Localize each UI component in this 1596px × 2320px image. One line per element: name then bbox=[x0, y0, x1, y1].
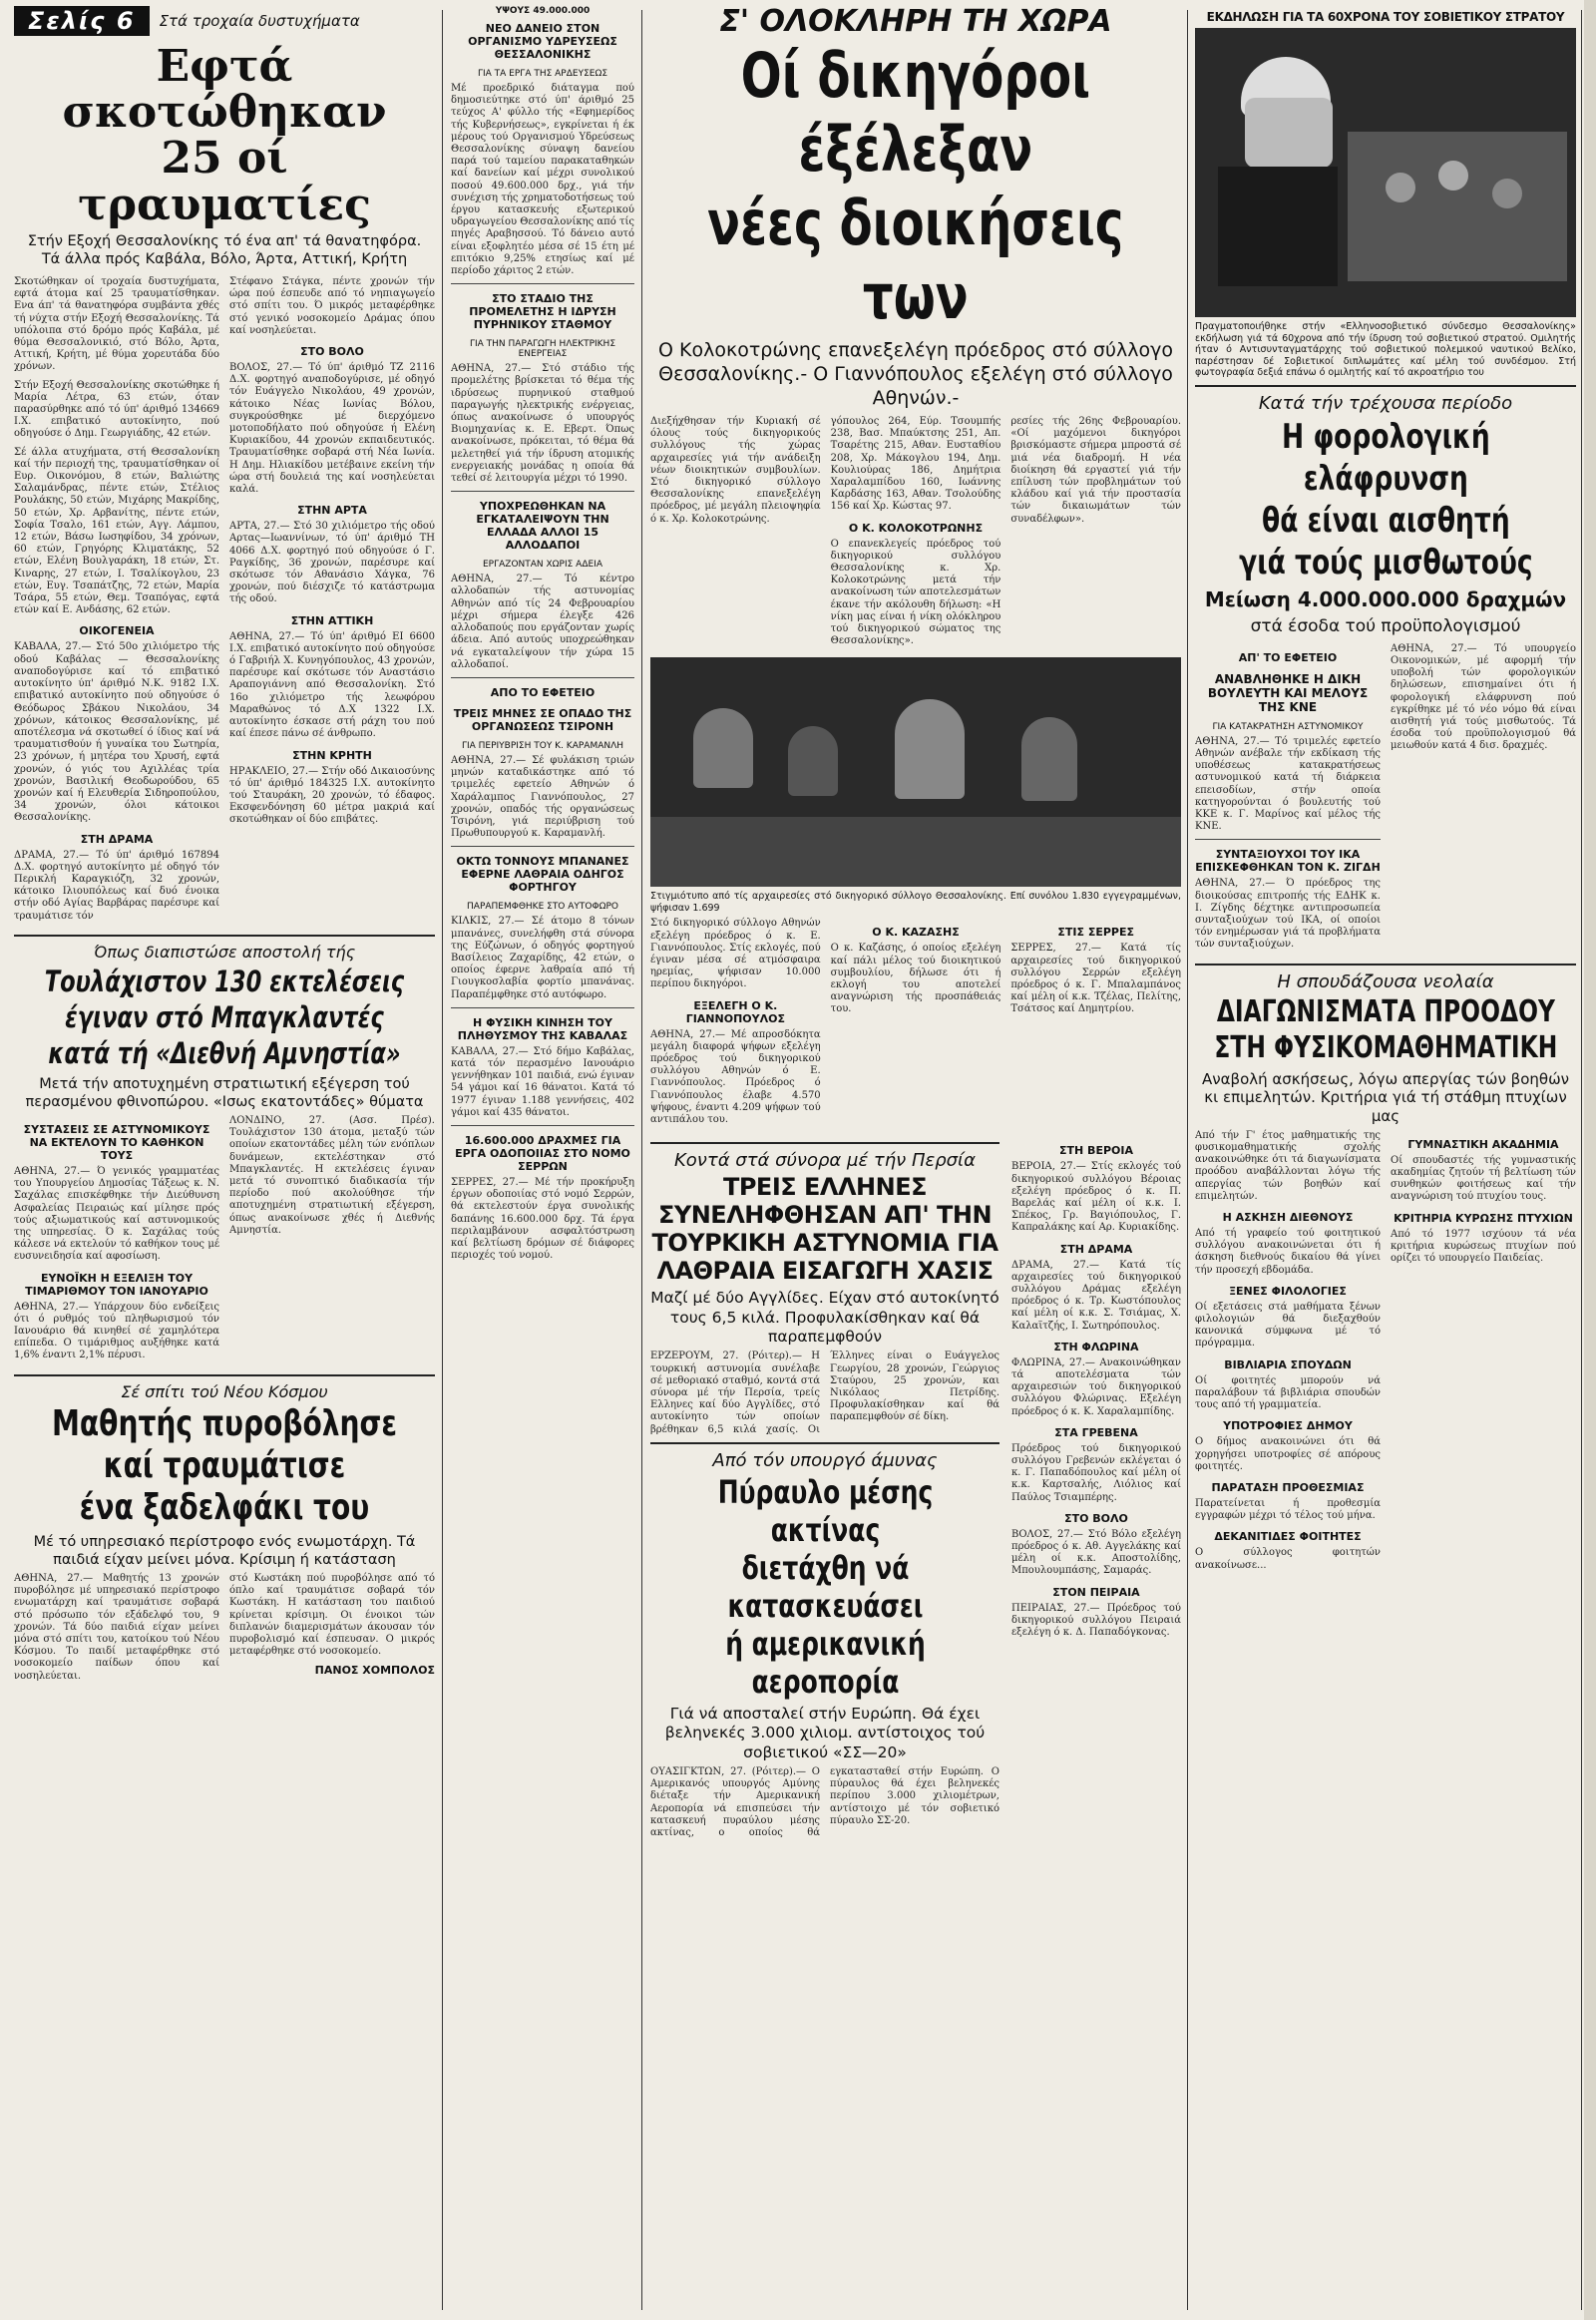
article-headline-2: ΣΤΗ ΦΥΣΙΚΟΜΑΘΗΜΑΤΙΚΗ bbox=[1214, 1029, 1557, 1065]
section-subhead: ΟΙΚΟΓΕΝΕΙΑ bbox=[79, 624, 155, 638]
article-paragraph: Σέ άλλα ατυχήματα, στή Θεσσαλονίκη καί τήν περιοχή της, τραυματίσθηκαν οί Ευρ. Οικονόμου, 8 ετών, Βαλιώτης Σαλαμάνδρας, πέντε ετών, Στέλιος Ρουλάκης, 50 ετών, Μιχάρης Μακρίδης, 50 ετών, Χρ. Αρβανίτης, πέντε ετών, Σοφία Τσαλο, 161 ετών, Αγγ. Λάμπου, 12 ετών, Βάσω Ιωσηφίδου, 34 χρόνων, 60 ετών, Γρηγόρης Κλιματάκης, 52 ετών, Ελένη Βουλγαράκη, 18 ετών, Στ. Κιναρης, 27 ετών, Ι. Τσαλίκογλου, 23 ετών, Ευγ. Τσαπάτζης, 72 ετών, Μαρία Τσάρα, 55 ετών, Θεμ. Τσαπόγας, εφτά ετών καί Ε. Ανδάσης, 62 ετών. bbox=[14, 446, 219, 616]
article-paragraph: ρεσίες τής 26ης Φεβρουαρίου. «Οί μαχόμενοι δικηγόροι βρισκόμαστε σήμερα μπροστά σέ μιά νέα διαδρομή. Η νέα διοίκηση θά εργαστεί γιά τήν επίλυση τών προβλημάτων τού κλάδου καί γιά τήν προστασία τών δικαιωμάτων τών συναδέλφων». bbox=[1010, 416, 1181, 525]
subcolumn-right bbox=[229, 276, 435, 929]
article-headline: Μαθητής πυροβόλησε bbox=[51, 1402, 398, 1444]
section-subhead: ΣΤΟΝ ΠΕΙΡΑΙΑ bbox=[1052, 1585, 1140, 1599]
article-paragraph: Σκοτώθηκαν οί τροχαία δυστυχήματα, εφτά άτομα καί 25 τραυματίσθηκαν. Ενα άπ' τά θανατηφόρα συμβάντα χθές τή νύχτα στήν Εξοχή Θεσσαλονίκης. Τά υπόλοιπα στό δρόμο πρός Καβάλα, μέ θύμα Θεσσαλονικιό, στό Βόλο, Άρτα, Αττική, Κρήτη, μέ θύμα χορευτάδα δύο χρόνων. bbox=[14, 276, 219, 373]
news-photo bbox=[650, 657, 1181, 887]
article-paragraph: ΦΛΩΡΙΝΑ, 27.— Ανακοινώθηκαν τά αποτελέσματα τών αρχαιρεσιών τού δικηγορικού συλλόγου Φλώρινας. Εξελέγη πρόεδρος ό κ. Κ. Χαραλαμπίδης. bbox=[1011, 1356, 1181, 1417]
section-subhead: ΟΚΤΩ ΤΟΝΝΟΥΣ ΜΠΑΝΑΝΕΣ ΕΦΕΡΝΕ ΛΑΘΡΑΙΑ ΟΔΗΓΟΣ ΦΟΡΤΗΓΟΥ bbox=[456, 855, 629, 895]
article-paragraph: Πρόεδρος τού δικηγορικού συλλόγου Γρεβενών εκλέγεται ό κ. Γ. Παπαδόπουλος καί μέλη οί κ.κ. Καρτσαλής, Λιόλιος καί Παύλος Τσιαμπέρης. bbox=[1011, 1442, 1181, 1503]
column-right bbox=[1195, 0, 1576, 2320]
column-briefs bbox=[451, 0, 634, 2320]
article-paragraph: Παρατείνεται ή προθεσμία εγγραφών μέχρι τό τέλος τού μήνα. bbox=[1195, 1497, 1381, 1522]
article-paragraph: Οί εξετάσεις στά μαθήματα ξένων φιλολογιών θά διεξαχθούν κανονικά σύμφωνα μέ τό πρόγραμμα. bbox=[1195, 1301, 1381, 1350]
article-paragraph: ΕΡΖΕΡΟΥΜ, 27. (Ρόιτερ).— Η τουρκική αστυνομία συνέλαβε σέ μεθοριακό σταθμό, κοντά στά σύνορα μέ τήν Περσία, τρείς Ελληνες καί δύο Αγγλίδες, στό αυτοκίνητο τών οποίων βρέθηκαν 6,5 κιλά χασίς. Οι Έλληνες είναι ο Ευάγγελος Γεωργίου, 28 χρονών, Γεώργιος Σταύρου, 25 χρονών, και Νικόλαος Πετρίδης. Προφυλακίσθηκαν καί θά παραπεμφθούν σέ δίκη. bbox=[650, 1351, 999, 1435]
section-subhead: ΣΤΟ ΒΟΛΟ bbox=[1064, 1511, 1128, 1525]
section-subhead: Η ΦΥΣΙΚΗ ΚΙΝΗΣΗ ΤΟΥ ΠΛΗΘΥΣΜΟΥ ΤΗΣ ΚΑΒΑΛΑΣ bbox=[457, 1015, 628, 1042]
article-paragraph: ΑΘΗΝΑ, 27.— Ό πρόεδρος της διοικούσας επιτροπής τής ΕΔΗΚ κ. Ι. Ζίγδης δέχτηκε αντιπροσωπεία συνταξιούχων τού ΙΚΑ, οί οποίοι τόν ενημέρωσαν γιά τά προβλήματα τών συνταξιούχων. bbox=[1195, 878, 1381, 951]
article-paragraph: ΣΕΡΡΕΣ, 27.— Μέ τήν προκήρυξη έργων οδοποιίας στό νομό Σερρών, θά εκτελεστούν έργα συνολικής δαπάνης 16.600.000 δρχ. Τά έργα περιλαμβάνουν ασφαλτόστρωση καί βελτίωση δρόμων σέ διάφορες περιοχές τού νομού. bbox=[451, 1176, 634, 1262]
section-subhead: ΣΤΗΝ ΚΡΗΤΗ bbox=[292, 748, 372, 762]
article-paragraph: ΑΘΗΝΑ, 27.— Τό κέντρο αλλοδαπών τής αστυνομίας Αθηνών από τίς 24 Φεβρουαρίου μέχρι σήμερα έλεγξε 426 αλλοδαπούς που εργάζονταν χωρίς άδεια. Από αυτούς υποχρεώθηκαν νά εγκαταλείψουν τήν χώρα 15 αλλοδαποί. bbox=[451, 574, 634, 670]
article-kicker: Όπως διαπιστώσε αποστολή τής bbox=[93, 942, 356, 962]
section-subhead: ΒΙΒΛΙΑΡΙΑ ΣΠΟΥΔΩΝ bbox=[1224, 1357, 1352, 1371]
section-subhead: ΣΤΗ ΔΡΑΜΑ bbox=[1059, 1242, 1133, 1256]
article-paragraph: ΑΘΗΝΑ, 27.— Μέ απροσδόκητα μεγάλη διαφορά ψήφων εξελέγη πρόεδρος τού δικηγορικού συλλόγου Αθηνών ό Ε. Γιαννόπουλος. Πρόεδρος ό Γιαννόπουλος έλαβε 4.570 ψήφους, έναντι 4.209 ψήφων τού αντιπάλου του. bbox=[650, 1028, 821, 1126]
section-subhead-small: ΓΙΑ ΤΗΝ ΠΑΡΑΓΩΓΗ ΗΛΕΚΤΡΙΚΗΣ ΕΝΕΡΓΕΙΑΣ bbox=[469, 339, 616, 360]
subcolumn-left bbox=[14, 276, 219, 929]
article-headline-3: ένα ξαδελφάκι του bbox=[79, 1486, 370, 1528]
section-subhead-small: ΓΙΑ ΚΑΤΑΚΡΑΤΗΣΗ ΑΣΤΥΝΟΜΙΚΟΥ bbox=[1212, 721, 1364, 732]
article-headline-2: διετάχθη νά κατασκευάσει bbox=[726, 1548, 924, 1625]
article-deck: Μαζί μέ δύο Αγγλίδες. Είχαν στό αυτοκίνητό τους 6,5 κιλά. Προφυλακίσθηκαν καί θά παραπεμφθούν bbox=[650, 1289, 999, 1347]
section-subhead-small: ΠΑΡΑΠΕΜΦΘΗΚΕ ΣΤΟ ΑΥΤΟΦΩΡΟ bbox=[467, 902, 618, 913]
section-subhead: ΣΤΟ ΣΤΑΔΙΟ ΤΗΣ ΠΡΟΜΕΛΕΤΗΣ Η ΙΔΡΥΣΗ ΠΥΡΗΝΙΚΟΥ ΣΤΑΘΜΟΥ bbox=[469, 292, 616, 332]
photo-title: ΕΚΔΗΛΩΣΗ ΓΙΑ ΤΑ 60ΧΡΟΝΑ ΤΟΥ ΣΟΒΙΕΤΙΚΟΥ ΣΤΡΑΤΟΥ bbox=[1206, 10, 1565, 24]
article-kicker: Η σπουδάζουσα νεολαία bbox=[1277, 970, 1494, 992]
article-paragraph: ΑΘΗΝΑ, 27.— Υπάρχουν δύο ενδείξεις ότι ό ρυθμός τού πληθωρισμού τόν Ιανουάριο θά κινηθεί σέ χαμηλότερα επίπεδα. Ο τιμάριθμος αυξήθηκε κατά 1,6% έναντι 2,1% πέρυσι. bbox=[14, 1301, 219, 1361]
article-paragraph: Διεξήχθησαν τήν Κυριακή σέ όλους τούς δικηγορικούς συλλόγους τής χώρας αρχαιρεσίες γιά τήν ανάδειξη νέων διοικητικών συμβουλίων. Στό δικηγορικό σύλλογο Θεσσαλονίκης επανεξελέγη πρόεδρος, μέ μεγάλη πλειοψηφία ό κ. Χρ. Κολοκοτρώνης. bbox=[650, 416, 821, 525]
article-headline: ΤΡΕΙΣ ΕΛΛΗΝΕΣ ΣΥΝΕΛΗΦΘΗΣΑΝ ΑΠ' ΤΗΝ ΤΟΥΡΚΙΚΗ ΑΣΤΥΝΟΜΙΑ ΓΙΑ ΛΑΘΡΑΙΑ ΕΙΣΑΓΩΓΗ ΧΑΣΙΣ bbox=[651, 1173, 998, 1286]
article-deck: Ο Κολοκοτρώνης επανεξελέγη πρόεδρος στό σύλλογο Θεσσαλονίκης.- Ο Γιαννόπουλος εξελέγη στό σύλλογο Αθηνών.- bbox=[658, 339, 1173, 409]
article-headline-3: γιά τούς μισθωτούς bbox=[1238, 542, 1533, 582]
article-paragraph: Ο δήμος ανακοινώνει ότι θά χορηγήσει υποτροφίες σέ απόρους φοιτητές. bbox=[1195, 1436, 1381, 1472]
adjacent-page-edge bbox=[1584, 0, 1596, 2320]
article-paragraph: ΟΥΑΣΙΓΚΤΩΝ, 27. (Ρόιτερ).— Ο Αμερικανός υπουργός Αμύνης διέταξε τήν Αμερικανική Αεροπορία νά επισπεύσει τήν κατασκευή πυραύλου μέσης ακτίνας, ο οποίος θά εγκατασταθεί στήν Ευρώπη. Ο πύραυλος θά έχει βεληνεκές περίπου 3.000 χιλιομέτρων, αντίστοιχο μέ τόν σοβιετικό πύραυλο ΣΣ-20. bbox=[650, 1765, 999, 1838]
article-paragraph: ΚΙΛΚΙΣ, 27.— Σέ άτομο 8 τόνων μπανάνες, συνελήφθη στά σύνορα της Εύζώνων, ό οδηγός φορτηγού Βασίλειος Ζαχαρίδης, 42 ετών, ο οποίος έφερνε λαθραία από τή Γιουγκοσλαβία φορτίο μπανάνας. Παραπέμφθηκε στό αυτόφωρο. bbox=[451, 916, 634, 1000]
section-subhead: Ο Κ. ΚΑΖΑΣΗΣ bbox=[872, 926, 960, 940]
section-subhead: ΔΕΚΑΝΙΤΙΔΕΣ ΦΟΙΤΗΤΕΣ bbox=[1214, 1530, 1362, 1544]
section-subhead: ΣΤΗΝ ΑΤΤΙΚΗ bbox=[290, 613, 374, 627]
article-kicker: Σ' ΟΛΟΚΛΗΡΗ ΤΗ ΧΩΡΑ bbox=[719, 4, 1112, 39]
article-headline: Τουλάχιστον 130 εκτελέσεις bbox=[44, 964, 405, 998]
article-paragraph: ΒΟΛΟΣ, 27.— Στό Βόλο εξελέγη πρόεδρος ό κ. Αθ. Αγγελάκης καί μέλη οί κ.κ. Αποστολίδης, Μπουλουμπάσης, Σαμαράς. bbox=[1011, 1528, 1181, 1577]
article-headline-2: 25 οί τραυματίες bbox=[78, 133, 371, 230]
article-kicker: Κοντά στά σύνορα μέ τήν Περσία bbox=[673, 1150, 976, 1172]
section-subhead: ΣΤΑ ΓΡΕΒΕΝΑ bbox=[1054, 1425, 1138, 1439]
section-subhead: ΣΤΗ ΒΕΡΟΙΑ bbox=[1059, 1144, 1133, 1158]
section-subhead: ΕΥΝΟΪΚΗ Η ΕΞΕΛΙΞΗ ΤΟΥ ΤΙΜΑΡΙΘΜΟΥ ΤΟΝ ΙΑΝΟΥΑΡΙΟ bbox=[25, 1271, 208, 1298]
article-paragraph: ΑΘΗΝΑ, 27.— Σέ φυλάκιση τριών μηνών καταδικάστηκε από τό τριμελές εφετείο Αθηνών ό Χαράλαμπος Γιαννόπουλος, 27 χρονών, οπαδός τής οργανώσεως Τσιρόνη, γιά περιύβριση τού Πρωθυπουργού κ. Καραμανλή. bbox=[451, 754, 634, 840]
article-kicker: Σέ σπίτι τού Νέου Κόσμου bbox=[121, 1381, 328, 1401]
article-kicker: Κατά τήν τρέχουσα περίοδο bbox=[1258, 392, 1513, 414]
article-paragraph: ΑΘΗΝΑ, 27.— Τό τριμελές εφετείο Αθηνών ανέβαλε τήν εκδίκαση τής υποθέσεως κατακρατήσεως αστυνομικού κατά τή διάρκεια επεισοδίων, στήν οποία κατηγορούνται ό βουλευτής τού ΚΚΕ κ. Γ. Μαρίνος καί μέλος τής ΚΝΕ. bbox=[1195, 735, 1381, 833]
section-subhead: ΝΕΟ ΔΑΝΕΙΟ ΣΤΟΝ ΟΡΓΑΝΙΣΜΟ ΥΔΡΕΥΣΕΩΣ ΘΕΣΣΑΛΟΝΙΚΗΣ bbox=[468, 22, 617, 61]
section-subhead: ΣΤΗ ΦΛΩΡΙΝΑ bbox=[1053, 1340, 1139, 1353]
article-paragraph: ΛΟΝΔΙΝΟ, 27. (Ασσ. Πρέσ). Τουλάχιστον 130 άτομα, μεταξύ τών οποίων εκατοντάδες μέλη τών ενόπλων δυνάμεων, εκτελέστηκαν στό Μπαγκλαντές. Η εκτελέσεις έγιναν μετά τό συνοπτικό διαδικασία τήν περίοδο πού ακολούθησε τήν αποτυχημένη στρατιωτική εξέγερση, όπως ανακοίνωσε χθές ή Διεθνής Αμνηστία. bbox=[229, 1115, 435, 1236]
article-paragraph: ΑΡΤΑ, 27.— Στό 30 χιλιόμετρο τής οδού Αρτας—Ιωαννίνων, τό ύπ' άριθμό ΤΗ 4066 Δ.Χ. φορτηγό πού οδηγούσε ό Γ. Ραγκίδης, 36 χρονών, παρέσυρε καί σκότωσε τόν Αθανάσιο Χάγκα, 76 χρονών, πού διέσχιζε τό κατάστρωμα τής οδού. bbox=[229, 521, 435, 605]
article-headline-3: ή αμερικανική αεροπορία bbox=[724, 1624, 926, 1701]
article-headline-2: θά είναι αισθητή bbox=[1261, 500, 1510, 541]
article-headline-2: καί τραυμάτισε bbox=[103, 1444, 346, 1486]
section-subhead: ΑΠΟ ΤΟ ΕΦΕΤΕΙΟ bbox=[490, 685, 596, 699]
article-deck-2: στά έσοδα τού προϋπολογισμού bbox=[1250, 615, 1521, 636]
section-subhead-small: ΓΙΑ ΤΑ ΕΡΓΑ ΤΗΣ ΑΡΔΕΥΣΕΩΣ bbox=[477, 69, 608, 79]
section-subhead: ΥΠΟΤΡΟΦΙΕΣ ΔΗΜΟΥ bbox=[1223, 1419, 1353, 1433]
section-subhead: ΤΡΕΙΣ ΜΗΝΕΣ ΣΕ ΟΠΑΔΟ ΤΗΣ ΟΡΓΑΝΩΣΕΩΣ ΤΣΙΡΟΝΗ bbox=[453, 706, 632, 733]
article-paragraph: ΔΡΑΜΑ, 27.— Κατά τίς αρχαιρεσίες τού δικηγορικού συλλόγου Δράμας εξελέγη πρόεδρος ό κ. Τρ. Κωστόπουλος καί μέλη οί κ.κ. Σ. Τσιάμας, Χ. Καλαϊτζής, Ι. Σωτηρόπουλος. bbox=[1011, 1259, 1181, 1332]
column-main bbox=[650, 0, 1181, 2320]
article-paragraph: ΣΕΡΡΕΣ, 27.— Κατά τίς αρχαιρεσίες τού δικηγορικού συλλόγου Σερρών εξελέγη πρόεδρος ό κ. Γ. Μπαλαμπάνος καί μέλη οί κ.κ. Τζέλας, Πελίτης, Τσάτσος καί Δημητρίου. bbox=[1010, 943, 1181, 1015]
news-photo bbox=[1195, 28, 1576, 317]
article-headline-3: κατά τή «Διεθνή Αμνηστία» bbox=[48, 1035, 401, 1070]
section-subhead: ΣΤΙΣ ΣΕΡΡΕΣ bbox=[1057, 926, 1134, 940]
page-label: Σελίς 6 bbox=[14, 6, 150, 36]
article-paragraph: Ο σύλλογος φοιτητών ανακοίνωσε... bbox=[1195, 1547, 1381, 1571]
column-1 bbox=[14, 0, 435, 2320]
article-headline: ΔΙΑΓΩΝΙΣΜΑΤΑ ΠΡΟΟΔΟΥ bbox=[1216, 993, 1555, 1029]
article-headline: Εφτά σκοτώθηκαν bbox=[62, 41, 387, 139]
article-paragraph: ΑΘΗΝΑ, 27.— Τό υπουργείο Οικονομικών, μέ αφορμή τήν υποβολή τών φορολογικών δηλώσεων, επισημαίνει ότι ή φορολογική ελάφρυνση πού εγκρίθηκε μέ τό νέο νόμο θά είναι αισθητή γιά τούς μισθωτούς. Τά έσοδα τού προϋπολογισμού θά μειωθούν κατά 4 δισ. δραχμές. bbox=[1391, 642, 1576, 752]
section-subhead: 16.600.000 ΔΡΑΧΜΕΣ ΓΙΑ ΕΡΓΑ ΟΔΟΠΟΙΙΑΣ ΣΤΟ ΝΟΜΟ ΣΕΡΡΩΝ bbox=[455, 1133, 630, 1173]
article-paragraph: Από τό 1977 ισχύουν τά νέα κριτήρια κυρώσεως πτυχίων πού ορίζει τό υπουργείο Παιδείας. bbox=[1391, 1228, 1576, 1265]
article-paragraph: ΑΘΗΝΑ, 27.— Τό ύπ' άριθμό ΕΙ 6600 Ι.Χ. επιβατικό αυτοκίνητο πού οδηγούσε ό Γαβριήλ Χ. Κυνηγόπουλος, 43 χρονών, παρέσυρε καί σκότωσε τόν Αναστάσιο Αραπογιάννη από Θεσσαλονίκη. Στό 16ο χιλιόμετρο τής λεωφόρου Μαραθώνος τό Δ.Χ 1322 Ι.Χ. αυτοκίνητο έσκασε στή ράχη του πού καί έπεσε πάνω σέ άνθρωπο. bbox=[229, 630, 435, 740]
section-subhead: ΣΥΣΤΑΣΕΙΣ ΣΕ ΑΣΤΥΝΟΜΙΚΟΥΣ ΝΑ ΕΚΤΕΛΟΥΝ ΤΟ ΚΑΘΗΚΟΝ ΤΟΥΣ bbox=[23, 1123, 210, 1162]
article-headline: Οί δικηγόροι έξέλεξαν bbox=[740, 39, 1091, 186]
article-paragraph: ΑΘΗΝΑ, 27.— Ό γενικός γραμματέας του Υπουργείου Δημοσίας Τάξεως κ. Ν. Σαχάλας επισκέφθηκε τήν Διεύθυνση Ασφαλείας Πειραιώς καί μίλησε πρός τούς αξιωματικούς καί αστυνομικούς της υπηρεσίας. Ό κ. Σαχάλας τούς κάλεσε νά εκτελούν τό καθήκον τους μέ ευσυνειδησία καί αφοσίωση. bbox=[14, 1166, 219, 1263]
article-paragraph: Μέ προεδρικό διάταγμα πού δημοσιεύτηκε στό ύπ' άριθμό 25 τεύχος Α' φύλλο τής «Εφημερίδος τής Κυβερνήσεως», εγκρίνεται ή έκ μέρους τού Οργανισμού Υδρεύσεως Θεσσαλονίκης σύναψη δανείου παρά τού ταμείου παρακαταθηκών καί δανείων καί μέχρι συνολικού ποσού 49.600.000 δρχ., γιά τήν συνέχιση τής χρηματοδοτήσεως τού έργου κατασκευής εξωτερικού υδραγωγείου Θεσσαλονίκης από τίς πηγές Αραβησσού. Τό δάνειο αυτό είναι εξοφλητέο μέσα σέ 15 έτη μέ επιτόκιο 9,25% ετησίως καί μέ περίοδο χάριτος 2 ετών. bbox=[451, 83, 634, 277]
section-subhead: Ο Κ. ΚΟΛΟΚΟΤΡΩΝΗΣ bbox=[848, 521, 984, 535]
article-paragraph: Στήν Εξοχή Θεσσαλονίκης σκοτώθηκε ή Μαρία Λέτρα, 63 ετών, όταν παρασύρθηκε από τό ύπ' άριθμό 134669 Ι.Χ. επιβατικό αυτοκίνητο, πού οδηγούσε ό Δημ. Γεωργιάδης, 42 ετών. bbox=[14, 379, 219, 440]
section-subhead-small: ΕΡΓΑΖΟΝΤΑΝ ΧΩΡΙΣ ΑΔΕΙΑ bbox=[483, 560, 602, 571]
article-kicker: Από τόν υπουργό άμυνας bbox=[712, 1449, 938, 1471]
section-subhead: ΚΡΙΤΗΡΙΑ ΚΥΡΩΣΗΣ ΠΤΥΧΙΩΝ bbox=[1394, 1211, 1573, 1225]
article-paragraph: γόπουλος 264, Εύρ. Τσουμπής 238, Βασ. Μπαύκτσης 251, Απ. Τσαρέτης 215, Αθαν. Ευσταθίου 208, Χρ. Μάκογλου 194, Δημ. Κουλιούρας 186, Δημήτρια Χαραλαμπίδου 160, Ιωάννης Καρδάσης 163, Αθαν. Τσολούδης 156 καί Χρ. Κώστας 97. bbox=[830, 416, 1001, 513]
article-headline: Πύραυλο μέσης ακτίνας bbox=[717, 1472, 933, 1549]
section-subhead: ΑΠ' ΤΟ ΕΦΕΤΕΙΟ bbox=[1238, 650, 1338, 664]
byline: ΠΑΝΟΣ ΧΟΜΠΟΛΟΣ bbox=[314, 1664, 435, 1678]
subcolumn-right bbox=[229, 1115, 435, 1368]
photo-caption: Πραγματοποιήθηκε στήν «Ελληνοσοβιετικό σύνδεσμο Θεσσαλονίκης» εκδήλωση γιά τά 60χρονα από τήν ίδρυση τού σοβιετικού στρατού. Ομιλητής ήταν ό Αντισυνταγματάρχης τού σοβιετικού πολεμικού ναυτικού Βελίκο, παρέστησαν δέ Σοβιετικοί διπλωμάτες καί μέλη τού συνδέσμου. Στή φωτογραφία δεξιά επάνω ό ομιλητής καί τό ακροατήριο του bbox=[1195, 321, 1576, 378]
section-subhead: ΑΝΑΒΛΗΘΗΚΕ Η ΔΙΚΗ ΒΟΥΛΕΥΤΗ ΚΑΙ ΜΕΛΟΥΣ ΤΗΣ ΚΝΕ bbox=[1207, 671, 1369, 714]
article-paragraph: ΚΑΒΑΛΑ, 27.— Στό 50ο χιλιόμετρο τής οδού Καβάλας — Θεσσαλονίκης αναποδογύρισε καί τό επιβατικό αυτοκίνητο ύπ' άριθμό Ν.Κ. 9182 Ι.Χ. επιβατικό αυτοκίνητο πού οδηγούσε ό Θεόδωρος Σβάκου Νικολάου, 34 χρόνων, κάτοικος Θεσσαλονίκης, μέ αποτέλεσμα νά σκοτωθεί ό ίδιος καί νά τραυματισθούν ή γυναίκα του Σωτηρία, 23 χρόνων, ή μητέρα του Χρυσή, εφτά χρονών, ό γιός του Αχιλλέας τρία χρονών, Βασιλική Θεοδωρούδου, 65 χρονών καί ή Ελευθερία Σιδηροπούλου, 34 χρονών, όλοι κάτοικοι Θεσσαλονίκης. bbox=[14, 641, 219, 824]
article-paragraph: Ο κ. Καζάσης, ό οποίος εξελέγη καί πάλι μέλος τού διοικητικού συμβουλίου, δήλωσε ότι ή εκλογή του αποτελεί αναγνώριση τής προσπάθειάς του. bbox=[830, 943, 1001, 1015]
article-paragraph: ΑΘΗΝΑ, 27.— Μαθητής 13 χρονών πυροβόλησε μέ υπηρεσιακό περίστροφο ενωματάρχη καί τραυμάτισε σοβαρά στό πρόσωπο τόν εξάδελφό του, 9 χρονών. Τά δύο παιδιά είχαν μείνει μόνα στό σπίτι του, κατοίκου τού Νέου Κόσμου. Το παιδί μεταφέρθηκε στό νοσοκομείο παίδων όπου καί νοσηλεύεται. bbox=[14, 1572, 219, 1682]
article-paragraph: Στό δικηγορικό σύλλογο Αθηνών εξελέγη πρόεδρος ό κ. Ε. Γιαννόπουλος. Στίς εκλογές, πού έγιναν μέσα σέ ατμόσφαιρα ηρεμίας, ψήφισαν 10.000 περίπου δικηγόροι. bbox=[650, 918, 821, 990]
article-deck: Μέ τό υπηρεσιακό περίστροφο ενός ενωμοτάρχη. Τά παιδιά είχαν μείνει μόνα. Κρίσιμη ή κατάσταση bbox=[33, 1533, 416, 1568]
article-paragraph: Στέφανο Στάγκα, πέντε χρονών τήν ώρα πού έσπευδε από τό νηπιαγωγείο στό σπίτι του. Ό μικρός μεταφέρθηκε στό γενικό νοσοκομείο Δράμας όπου καί νοσηλεύεται. bbox=[229, 276, 435, 336]
issue-price: ΥΨΟΥΣ 49.000.000 bbox=[495, 6, 591, 16]
article-paragraph: ΔΡΑΜΑ, 27.— Τό ύπ' άριθμό 167894 Δ.Χ. φορτηγό αυτοκίνητο μέ οδηγό τόν Περικλή Καραγκιόζη, 32 χρονών, κάτοικο Ιλιουπόλεως καί δυό ένοικα στήν οδό Αγίας Βαρβάρας παρέσυρε καί τραυμάτισε τόν bbox=[14, 849, 219, 922]
section-subhead: Η ΑΣΚΗΣΗ ΔΙΕΘΝΟΥΣ bbox=[1222, 1211, 1354, 1225]
article-headline: Η φορολογική ελάφρυνση bbox=[1281, 416, 1490, 499]
article-deck: Μετά τήν αποτυχημένη στρατιωτική εξέγερση τού περασμένου φθινοπώρου. «Ισως εκατοντάδες» θύματα bbox=[25, 1075, 424, 1110]
article-paragraph: ΒΟΛΟΣ, 27.— Τό ύπ' άριθμό ΤΖ 2116 Δ.Χ. φορτηγό αναποδογύρισε, μέ οδηγό τόν Ευάγγελο Νικολάου, 49 χρονών, κάτοικο Νέας Ιωνίας Βόλου, συγκρούσθηκε μέ διερχόμενο μοτοποδήλατο πού οδηγούσε ή Ελένη Κυριακίδου, 44 χρονών εκπαιδευτικός. Τραυματίσθηκε σοβαρά στή Νέα Ιωνία. Η Δημ. Ηλιακίδου μετέβαινε εκείνη τήν ώρα στή δουλειά της καί νοσηλεύεται καλά. bbox=[229, 362, 435, 496]
section-subhead: ΥΠΟΧΡΕΩΘΗΚΑΝ ΝΑ ΕΓΚΑΤΑΛΕΙΨΟΥΝ ΤΗΝ ΕΛΛΑΔΑ ΑΛΛΟΙ 15 ΑΛΛΟΔΑΠΟΙ bbox=[476, 500, 609, 553]
article-paragraph: ΗΡΑΚΛΕΙΟ, 27.— Στήν οδό Δικαιοσύνης τό ύπ' άριθμό 184325 Ι.Χ. αυτοκίνητο τού Σταυράκη, 20 χρονών, τό έδαφος. Εκσφενδόνηση 60 μέτρα μακριά καί σκοτώθηκαν οί δύο επιβάτες. bbox=[229, 765, 435, 826]
article-deck: Αναβολή ασκήσεως, λόγω απεργίας τών βοηθών κι επιμελητών. Κριτήρια γιά τή στάθμη πτυχίων μας bbox=[1201, 1069, 1570, 1126]
article-paragraph: ΑΘΗΝΑ, 27.— Στό στάδιο τής προμελέτης βρίσκεται τό θέμα τής ιδρύσεως πυρηνικού σταθμού παραγωγής ηλεκτρικής ενέργειας, όπως ανακοίνωσε ό υπουργός Βιομηχανίας κ. Ε. Εβερτ. Όπως ανακοίνωσε, πρόκειται, τό θέμα θά μελετηθεί γιά τήν ίδρυση ατομικής ενεργειακής μονάδας η οποία θά τεθεί σέ λειτουργία μέχρι τό 1990. bbox=[451, 363, 634, 485]
article-paragraph: Οί φοιτητές μπορούν νά παραλάβουν τά βιβλιάρια σπουδών τους από τή γραμματεία. bbox=[1195, 1374, 1381, 1411]
article-paragraph: ΚΑΒΑΛΑ, 27.— Στό δήμο Καβάλας, κατά τόν περασμένο Ιανουάριο γεννήθηκαν 101 παιδιά, ενώ έγιναν 54 γάμοι καί 16 θάνατοι. Κατά τό 1977 έγιναν 1.188 γεννήσεις, 402 γάμοι καί 435 θάνατοι. bbox=[451, 1045, 634, 1118]
article-paragraph: Από τή γραφείο τού φοιτητικού συλλόγου ανακοινώνεται ότι ή άσκηση διεθνούς δικαίου θά γίνει τήν προσεχή εβδομάδα. bbox=[1195, 1228, 1381, 1276]
article-kicker: Στά τροχαία δυστυχήματα bbox=[159, 12, 360, 30]
section-subhead: ΓΥΜΝΑΣΤΙΚΗ ΑΚΑΔΗΜΙΑ bbox=[1407, 1137, 1559, 1151]
article-paragraph: Οί σπουδαστές τής γυμναστικής ακαδημίας ζητούν τή βελτίωση τών συνθηκών φοιτήσεως καί τήν αναγνώριση τού πτυχίου τους. bbox=[1391, 1154, 1576, 1203]
section-subhead: ΣΤΗΝ ΑΡΤΑ bbox=[297, 504, 367, 518]
article-paragraph: στό Κωστάκη πού πυροβόλησε από τό όπλο καί τραυμάτισε σοβαρά τόν Κωστάκη. Η κατάσταση του παιδιού κρίνεται κρίσιμη. Οι ένοικοι τών διπλανών διαμερισμάτων άκουσαν τόν πυροβολισμό καί έσπευσαν. Ο μικρός μεταφέρθηκε στό νοσοκομείο. bbox=[229, 1572, 435, 1658]
article-headline-2: νέες διοικήσεις των bbox=[707, 187, 1124, 333]
section-subhead: ΠΑΡΑΤΑΣΗ ΠΡΟΘΕΣΜΙΑΣ bbox=[1211, 1480, 1365, 1494]
section-subhead: ΣΤΟ ΒΟΛΟ bbox=[300, 345, 364, 359]
article-headline-2: έγιναν στό Μπαγκλαντές bbox=[65, 999, 384, 1034]
section-subhead: ΣΤΗ ΔΡΑΜΑ bbox=[80, 832, 154, 846]
article-deck: Γιά νά αποσταλεί στήν Ευρώπη. Θά έχει βεληνεκές 3.000 χιλιομ. αντίστοιχος τού σοβιετικού «ΣΣ—20» bbox=[664, 1704, 986, 1761]
subcolumn-left bbox=[14, 1115, 219, 1368]
section-subhead: ΕΞΕΛΕΓΗ Ο Κ. ΓΙΑΝΝΟΠΟΥΛΟΣ bbox=[685, 998, 785, 1025]
article-deck: Στήν Εξοχή Θεσσαλονίκης τό ένα απ' τά θανατηφόρα. Τά άλλα πρός Καβάλα, Βόλο, Άρτα, Αττική, Κρήτη bbox=[27, 232, 422, 267]
section-subhead: ΞΕΝΕΣ ΦΙΛΟΛΟΓΙΕΣ bbox=[1229, 1284, 1347, 1298]
article-paragraph: Από τήν Γ' έτος μαθηματικής της φυσικομαθηματικής σχολής ανακοινώθηκε ότι τά διαγωνίσματα προόδου αναβάλλονται λόγω τής απεργίας τών βοηθών καί επιμελητών. bbox=[1195, 1129, 1381, 1202]
article-deck: Μείωση 4.000.000.000 δραχμών bbox=[1204, 586, 1567, 611]
article-paragraph: ΠΕΙΡΑΙΑΣ, 27.— Πρόεδρος τού δικηγορικού συλλόγου Πειραιά εξελέγη ό κ. Δ. Παπαδόγκονας. bbox=[1011, 1602, 1181, 1638]
section-subhead-small: ΓΙΑ ΠΕΡΙΥΒΡΙΣΗ ΤΟΥ Κ. ΚΑΡΑΜΑΝΛΗ bbox=[461, 740, 624, 751]
section-subhead: ΣΥΝΤΑΞΙΟΥΧΟΙ ΤΟΥ ΙΚΑ ΕΠΙΣΚΕΦΘΗΚΑΝ ΤΟΝ Κ. ΖΙΓΔΗ bbox=[1195, 848, 1381, 875]
photo-caption: Στιγμιότυπο από τίς αρχαιρεσίες στό δικηγορικό σύλλογο Θεσσαλονίκης. Επί συνόλου 1.830 εγγεγραμμένων, ψήφισαν 1.699 bbox=[650, 891, 1181, 914]
article-paragraph: Ο επανεκλεγείς πρόεδρος τού δικηγορικού συλλόγου Θεσσαλονίκης κ. Χρ. Κολοκοτρώνης μετά τήν ανακοίνωση τών αποτελεσμάτων έκανε τήν ακόλουθη δήλωση: «Η νίκη μας είναι ή νίκη ολόκληρου τού δικηγορικού σώματος της Θεσσαλονίκης». bbox=[830, 538, 1001, 647]
article-paragraph: ΒΕΡΟΙΑ, 27.— Στίς εκλογές τού δικηγορικού συλλόγου Βέροιας εξελέγη πρόεδρος ό κ. Π. Βαρελάς καί μέλη οί κ.κ. Ι. Σπέκος, Γρ. Βαγιόπουλος, Γ. Καπραλάκης καί Αρ. Κυριακίδης. bbox=[1011, 1161, 1181, 1234]
